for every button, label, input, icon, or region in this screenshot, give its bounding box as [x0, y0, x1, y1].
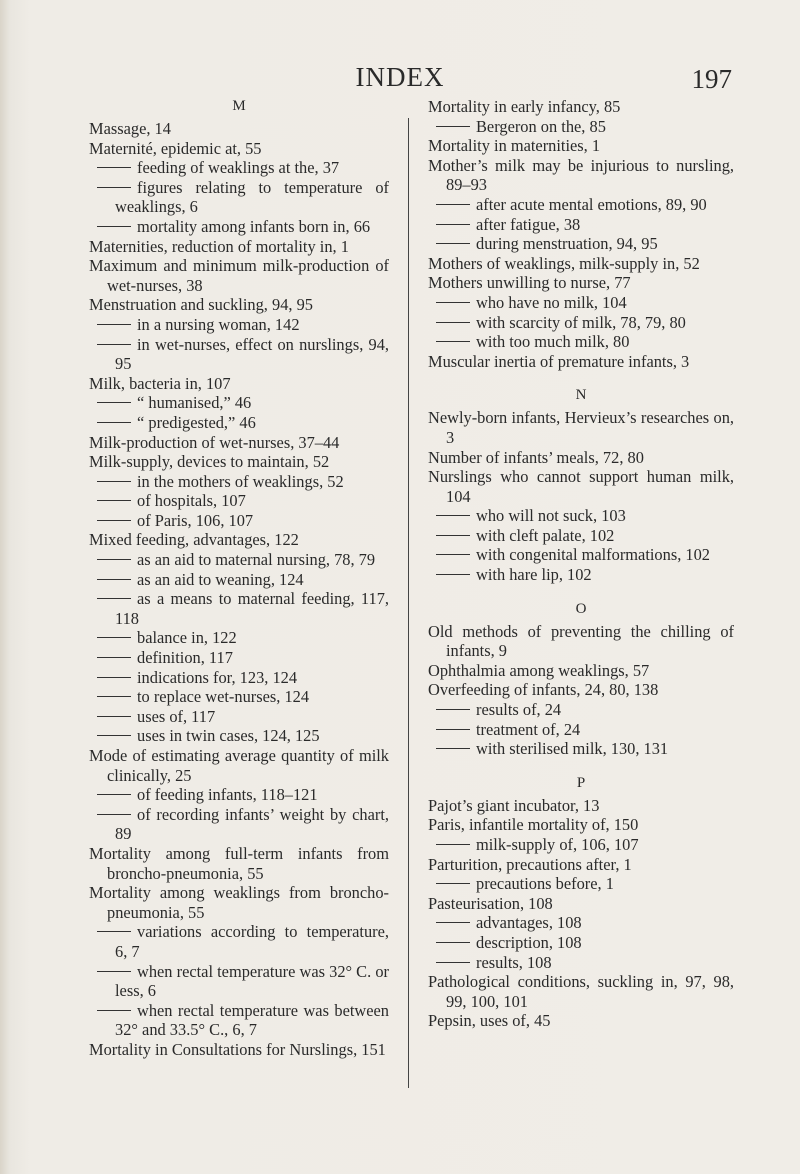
ditto-dash — [97, 344, 131, 345]
ditto-dash — [97, 1010, 131, 1011]
index-subentry — [89, 315, 389, 335]
index-subentry — [428, 293, 734, 313]
index-entry: Mixed feeding, advantages, 122 — [89, 530, 299, 550]
subentry-text: figures relating to temperature of weaklings, 6 — [115, 177, 389, 217]
subentry-text: of feeding infants, 118–121 — [137, 785, 318, 805]
subentry-text: results, 108 — [476, 952, 552, 972]
ditto-dash — [97, 481, 131, 482]
index-subentry — [89, 805, 389, 844]
subentry-text: treatment of, 24 — [476, 719, 581, 739]
index-subentry — [89, 962, 389, 1001]
index-entry: Muscular inertia of premature infants, 3 — [428, 351, 690, 371]
subentry-text: feeding of weaklings at the, 37 — [137, 158, 340, 178]
ditto-dash — [97, 677, 131, 678]
ditto-dash — [436, 554, 470, 555]
ditto-dash — [97, 716, 131, 717]
subentry-text: in the mothers of weaklings, 52 — [137, 471, 344, 491]
index-entry: Mortality among weaklings from broncho-pneumonia, 55 — [89, 883, 389, 922]
index-entry: Paris, infantile mortality of, 150 — [428, 815, 639, 835]
subentry-text: variations according to temperature, 6, 7 — [115, 922, 389, 961]
index-entry: Mother’s milk may be injurious to nursling, 89–93 — [428, 155, 734, 195]
subentry-text: to replace wet-nurses, 124 — [137, 687, 310, 707]
index-subentry — [89, 491, 389, 511]
subentry-text: with sterilised milk, 130, 131 — [476, 739, 669, 759]
index-entry: Milk-supply, devices to maintain, 52 — [89, 452, 330, 472]
ditto-dash — [436, 126, 470, 127]
right-index-column — [428, 97, 734, 1031]
subentry-text: as an aid to maternal nursing, 78, 79 — [137, 550, 376, 570]
ditto-dash — [436, 574, 470, 575]
page-title: INDEX — [355, 62, 445, 92]
index-entry: Mothers of weaklings, milk-supply in, 52 — [428, 253, 700, 273]
ditto-dash — [436, 243, 470, 244]
index-subentry — [428, 545, 734, 565]
index-subentry — [428, 720, 734, 740]
subentry-text: precautions before, 1 — [476, 874, 614, 894]
index-entry: Mortality among full-term infants from broncho-pneumonia, 55 — [89, 843, 389, 883]
index-subentry — [428, 332, 734, 352]
index-entry: Milk-production of wet-nurses, 37–44 — [89, 432, 340, 452]
subentry-text: as an aid to weaning, 124 — [137, 569, 304, 589]
subentry-text: milk-supply of, 106, 107 — [476, 835, 639, 854]
subentry-text: balance in, 122 — [137, 628, 237, 648]
ditto-dash — [436, 942, 470, 943]
index-subentry — [89, 1001, 389, 1040]
index-subentry — [89, 217, 389, 237]
ditto-dash — [97, 500, 131, 501]
index-entry: Maximum and minimum milk-production of wet-nurses, 38 — [89, 256, 389, 295]
column-divider — [408, 118, 409, 1088]
ditto-dash — [97, 226, 131, 227]
subentry-text: with congenital malformations, 102 — [476, 545, 710, 565]
ditto-dash — [97, 931, 131, 932]
ditto-dash — [436, 962, 470, 963]
index-entry: Mothers unwilling to nurse, 77 — [428, 273, 631, 293]
ditto-dash — [97, 657, 131, 658]
ditto-dash — [436, 535, 470, 536]
ditto-dash — [436, 302, 470, 303]
index-entry: Parturition, precautions after, 1 — [428, 854, 632, 874]
ditto-dash — [97, 167, 131, 168]
index-subentry — [428, 874, 734, 894]
index-subentry — [89, 472, 389, 492]
index-subentry — [428, 234, 734, 254]
subentry-text: as a means to maternal feeding, 117, 118 — [115, 589, 389, 628]
index-subentry — [89, 511, 389, 531]
ditto-dash — [97, 559, 131, 560]
index-entry: Newly-born infants, Hervieux’s researches on, 3 — [428, 408, 734, 447]
index-entry: Massage, 14 — [89, 119, 171, 138]
ditto-dash — [97, 794, 131, 795]
index-subentry — [428, 700, 734, 720]
subentry-text: “ predigested,” 46 — [137, 412, 256, 432]
subentry-text: with scarcity of milk, 78, 79, 80 — [476, 312, 686, 332]
subentry-text: in a nursing woman, 142 — [137, 314, 300, 334]
ditto-dash — [97, 735, 131, 736]
subentry-text: who have no milk, 104 — [476, 292, 627, 312]
index-entry: Mortality in Consultations for Nurslings, 151 — [89, 1039, 386, 1059]
subentry-text: after acute mental emotions, 89, 90 — [476, 194, 707, 214]
index-entry: Overfeeding of infants, 24, 80, 138 — [428, 680, 659, 700]
subentry-text: advantages, 108 — [476, 913, 582, 933]
left-index-column — [89, 97, 389, 1060]
index-subentry — [89, 922, 389, 961]
index-subentry — [428, 526, 734, 546]
ditto-dash — [436, 204, 470, 205]
section-letter: P — [576, 774, 586, 791]
index-entry: Pepsin, uses of, 45 — [428, 1011, 551, 1031]
subentry-text: in wet-nurses, effect on nurslings, 94, 95 — [115, 334, 389, 374]
ditto-dash — [97, 324, 131, 325]
ditto-dash — [436, 341, 470, 342]
index-subentry — [89, 707, 389, 727]
index-entry: Pathological conditions, suckling in, 97, 98, 99, 100, 101 — [428, 972, 734, 1011]
ditto-dash — [97, 187, 131, 188]
subentry-text: who will not suck, 103 — [476, 506, 626, 526]
subentry-text: with cleft palate, 102 — [476, 525, 615, 545]
index-subentry — [428, 215, 734, 235]
subentry-text: description, 108 — [476, 932, 582, 952]
ditto-dash — [97, 598, 131, 599]
subentry-text: Bergeron on the, 85 — [476, 116, 606, 136]
ditto-dash — [97, 520, 131, 521]
index-subentry — [428, 313, 734, 333]
ditto-dash — [97, 971, 131, 972]
section-letter: M — [232, 98, 246, 114]
ditto-dash — [97, 696, 131, 697]
index-subentry — [89, 335, 389, 374]
ditto-dash — [436, 224, 470, 225]
index-subentry — [89, 570, 389, 590]
subentry-text: uses in twin cases, 124, 125 — [137, 726, 320, 746]
ditto-dash — [97, 579, 131, 580]
subentry-text: indications for, 123, 124 — [137, 667, 298, 687]
index-subentry — [428, 739, 734, 759]
subentry-text: “ humanised,” 46 — [137, 393, 252, 413]
index-subentry — [89, 687, 389, 707]
ditto-dash — [436, 709, 470, 710]
index-entry: Maternité, epidemic at, 55 — [89, 138, 262, 158]
index-subentry — [89, 393, 389, 413]
section-letter: N — [575, 387, 587, 404]
index-entry: Nurslings who cannot support human milk, 104 — [428, 467, 734, 506]
page-number: 197 — [691, 64, 732, 94]
subentry-text: of recording infants’ weight by chart, 89 — [115, 804, 389, 844]
index-entry: Mode of estimating average quantity of milk clinically, 25 — [89, 746, 389, 785]
index-subentry — [428, 913, 734, 933]
index-subentry — [89, 785, 389, 805]
subentry-text: results of, 24 — [476, 700, 562, 720]
subentry-text: during menstruation, 94, 95 — [476, 234, 658, 254]
index-entry: Menstruation and suckling, 94, 95 — [89, 295, 313, 315]
subentry-text: of hospitals, 107 — [137, 491, 246, 511]
index-subentry — [428, 117, 734, 137]
index-subentry — [89, 668, 389, 688]
index-subentry — [89, 589, 389, 628]
index-subentry — [89, 413, 389, 433]
subentry-text: when rectal temperature was 32° C. or less, 6 — [115, 961, 389, 1001]
index-subentry — [428, 506, 734, 526]
ditto-dash — [436, 322, 470, 323]
index-entry: Milk, bacteria in, 107 — [89, 373, 231, 393]
index-subentry — [89, 178, 389, 217]
index-entry: Pasteurisation, 108 — [428, 893, 553, 913]
subentry-text: definition, 117 — [137, 648, 233, 668]
index-entry: Mortality in maternities, 1 — [428, 136, 601, 156]
ditto-dash — [436, 515, 470, 516]
ditto-dash — [97, 814, 131, 815]
index-subentry — [89, 726, 389, 746]
index-entry: Ophthalmia among weaklings, 57 — [428, 660, 650, 680]
ditto-dash — [436, 922, 470, 923]
index-entry: Number of infants’ meals, 72, 80 — [428, 447, 644, 467]
index-subentry — [89, 158, 389, 178]
index-subentry — [89, 628, 389, 648]
subentry-text: uses of, 117 — [137, 706, 216, 726]
subentry-text: with hare lip, 102 — [476, 565, 592, 585]
index-subentry — [428, 933, 734, 953]
ditto-dash — [97, 422, 131, 423]
ditto-dash — [97, 402, 131, 403]
subentry-text: of Paris, 106, 107 — [137, 510, 254, 530]
subentry-text: after fatigue, 38 — [476, 214, 581, 234]
subentry-text: with too much milk, 80 — [476, 332, 630, 352]
ditto-dash — [436, 729, 470, 730]
index-entry: Old methods of preventing the chilling of infants, 9 — [428, 621, 734, 661]
subentry-text: when rectal temperature was between 32° and 33.5° C., 6, 7 — [115, 1000, 389, 1040]
section-letter: O — [575, 600, 587, 617]
subentry-text: mortality among infants born in, 66 — [137, 216, 371, 236]
index-entry: Mortality in early infancy, 85 — [428, 97, 621, 116]
ditto-dash — [436, 883, 470, 884]
ditto-dash — [436, 844, 470, 845]
index-entry: Pajot’s giant incubator, 13 — [428, 795, 600, 815]
index-subentry — [428, 195, 734, 215]
ditto-dash — [436, 748, 470, 749]
index-subentry — [428, 835, 734, 855]
index-entry: Maternities, reduction of mortality in, 1 — [89, 236, 349, 256]
ditto-dash — [97, 637, 131, 638]
page-header — [0, 62, 800, 102]
index-subentry — [428, 953, 734, 973]
index-subentry — [428, 565, 734, 585]
index-subentry — [89, 648, 389, 668]
index-subentry — [89, 550, 389, 570]
